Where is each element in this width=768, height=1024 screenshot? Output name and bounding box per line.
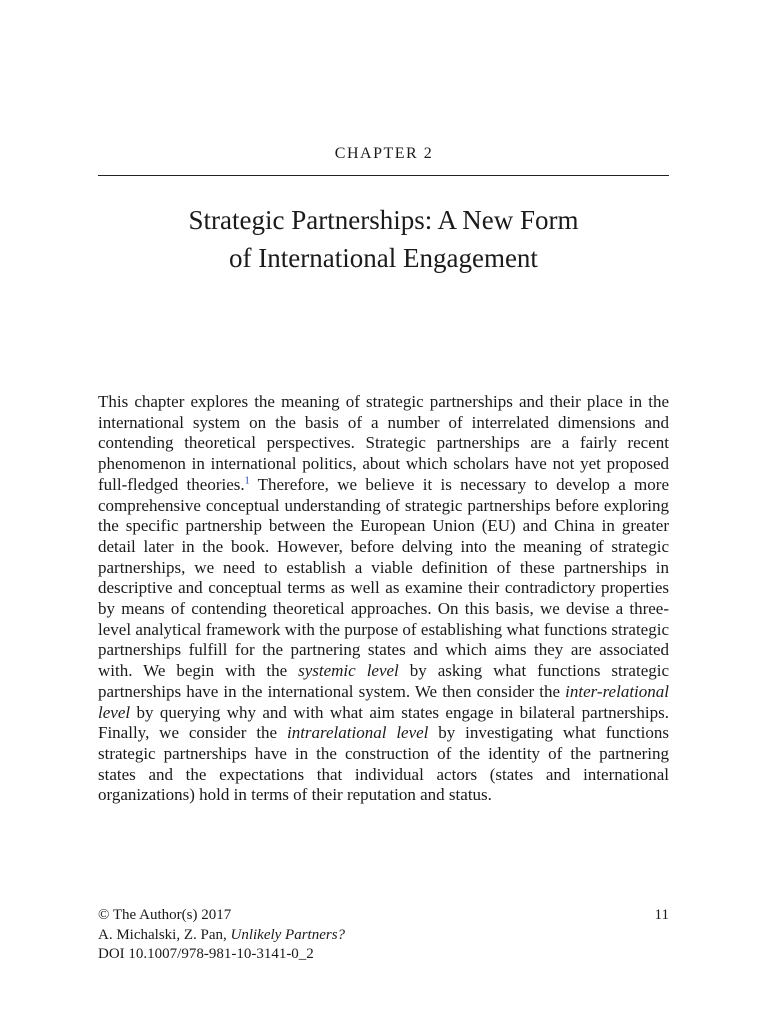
body-text-segment: Therefore, we believe it is necessary to develop a more comprehensive conceptual understanding of strategic partnerships before exploring the specific partnership between the European Union (EU) and China in greater detail later in the book. However, before delving into the meaning of strategic partnerships, we need to establish a viable definition of these partnerships in descriptive and conceptual terms as well as examine their contradictory properties by means of contending theoretical approaches. On this basis, we devise a three-level analytical framework with the purpose of establishing what functions strategic partnerships fulfill for the partnering states and which aims they are associated with. We begin with the [98, 474, 669, 681]
body-text-segment: by investigating what functions strategic partnerships have in the construction of the identity of the partnering states and the expectations that individual actors (states and international organizations) hold in terms of their reputation and status. [98, 723, 670, 805]
chapter-intro-paragraph [98, 392, 669, 806]
page-number: 11 [654, 907, 669, 923]
body-text-segment: by querying why and with what aim states engage in bilateral partnerships. Finally, we consider the [98, 702, 669, 743]
citation-authors: A. Michalski, Z. Pan, [98, 926, 231, 943]
doi-line: DOI 10.1007/978-981-10-3141-0_2 [98, 946, 314, 962]
term-intra-relational-level: intrarelational level [286, 723, 429, 743]
footer-citation [98, 906, 345, 965]
term-inter-relational-level: inter-relational level [98, 681, 669, 722]
chapter-title [98, 201, 669, 277]
chapter-label: CHAPTER 2 [334, 145, 434, 162]
copyright-line: © The Author(s) 2017 [98, 907, 232, 923]
chapter-title-line-1: Strategic Partnerships: A New Form [188, 205, 579, 235]
body-text-segment: This chapter explores the meaning of strategic partnerships and their place in the international system on the basis of a number of interrelated dimensions and contending theoretical perspectives. Strategic partnerships are a fairly recent phenomenon in international politics, about which scholars have not yet proposed full-fledged theories. [98, 392, 669, 494]
chapter-title-line-2: of International Engagement [229, 243, 538, 273]
body-text-segment: by asking what functions strategic partnerships have in the international system. We then consider the [98, 661, 670, 701]
header-rule [98, 175, 669, 176]
footnote-ref-1[interactable]: 1 [244, 475, 250, 487]
citation-book-title: Unlikely Partners? [230, 926, 346, 943]
citation-line [98, 926, 345, 946]
term-systemic-level: systemic level [298, 661, 399, 681]
